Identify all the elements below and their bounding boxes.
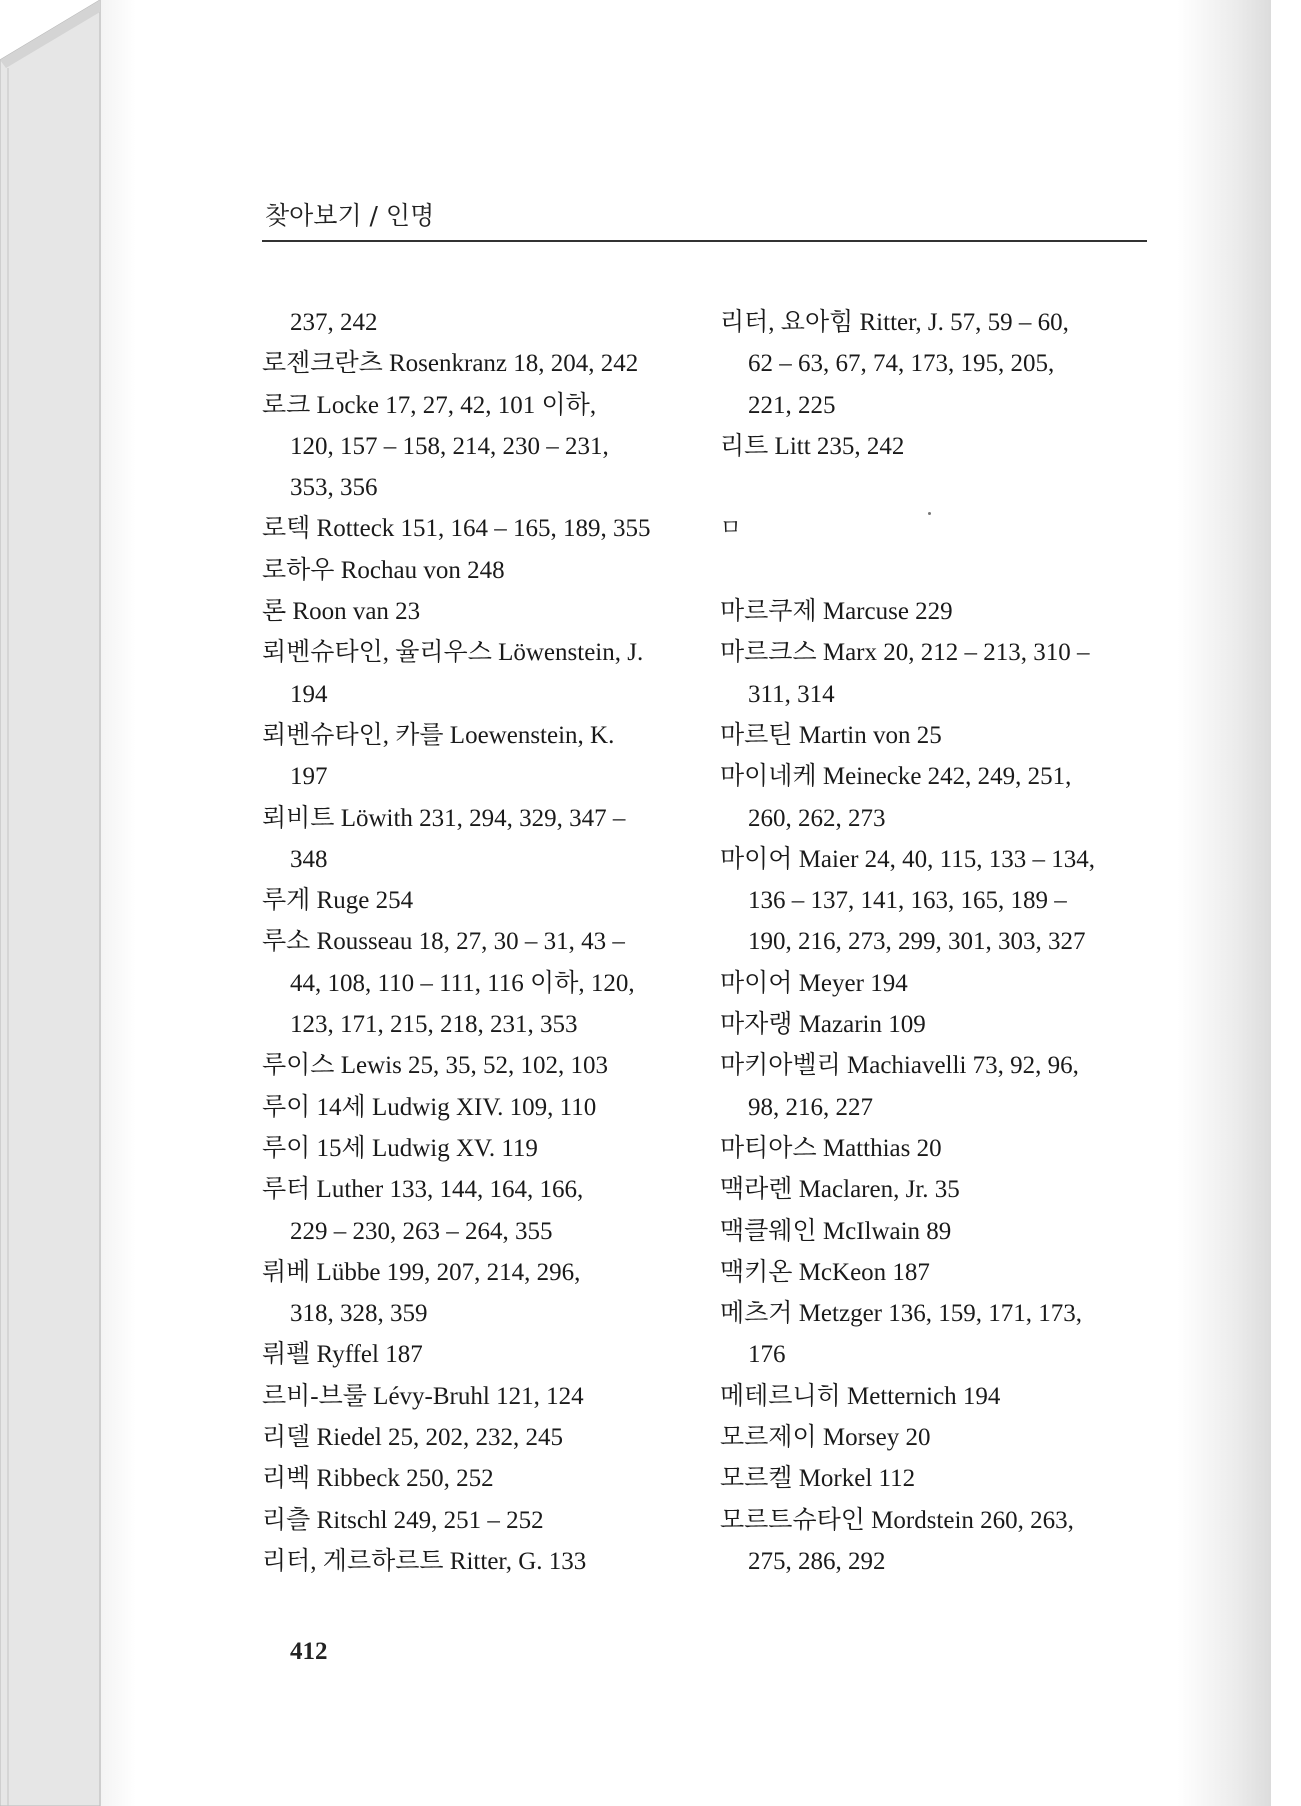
index-entry-line: 마티아스 Matthias 20 [720, 1134, 942, 1162]
index-entry-line: 마자랭 Mazarin 109 [720, 1011, 926, 1039]
index-entry-continuation: 275, 286, 292 [748, 1547, 886, 1575]
index-entry [262, 1128, 682, 1169]
index-entry-continuation: 229 – 230, 263 – 264, 355 [290, 1217, 553, 1245]
index-entry [262, 1252, 682, 1335]
index-entry [262, 1541, 682, 1582]
index-entry-continuation: 120, 157 – 158, 214, 230 – 231, [290, 432, 609, 460]
index-entry-continuation: 136 – 137, 141, 163, 165, 189 – [748, 887, 1067, 915]
index-entry [720, 1169, 1140, 1210]
index-entry [720, 302, 1140, 426]
index-entry-continuation: 123, 171, 215, 218, 231, 353 [290, 1011, 578, 1039]
index-entry [720, 1500, 1140, 1583]
index-entry-line: 마키아벨리 Machiavelli 73, 92, 96, [720, 1052, 1079, 1080]
index-entry [720, 1458, 1140, 1499]
index-entry-line: 마르크스 Marx 20, 212 – 213, 310 – [720, 639, 1090, 667]
index-entry [262, 1458, 682, 1499]
index-entry-line: 리터, 게르하르트 Ritter, G. 133 [262, 1547, 587, 1575]
index-entry-line: 모르제이 Morsey 20 [720, 1424, 931, 1452]
index-entry-continuation: 348 [290, 845, 328, 873]
index-entry-line: 리트 Litt 235, 242 [720, 432, 905, 460]
index-entry [262, 1500, 682, 1541]
page-header-title: 찾아보기 / 인명 [265, 201, 435, 230]
index-entry-line: 루소 Rousseau 18, 27, 30 – 31, 43 – [262, 928, 625, 956]
index-entry [262, 632, 682, 715]
index-entry [262, 921, 682, 1045]
index-entry-line: 마르틴 Martin von 25 [720, 721, 942, 749]
index-entry-line: 마이어 Maier 24, 40, 115, 133 – 134, [720, 845, 1095, 873]
index-entry-line: 맥클웨인 McIlwain 89 [720, 1217, 952, 1245]
index-entry-line: 메츠거 Metzger 136, 159, 171, 173, [720, 1300, 1082, 1328]
index-entry-line: 모르트슈타인 Mordstein 260, 263, [720, 1506, 1074, 1534]
index-entry-continuation: 176 [748, 1341, 786, 1369]
index-entry [720, 1417, 1140, 1458]
index-entry [262, 880, 682, 921]
index-entry-line: 메테르니히 Metternich 194 [720, 1382, 1001, 1410]
section-letter-heading: ㅁ [720, 516, 742, 542]
index-entry-line: 루이스 Lewis 25, 35, 52, 102, 103 [262, 1052, 609, 1080]
index-entry [720, 1045, 1140, 1128]
speck-mark [928, 512, 931, 515]
index-entry-line: 리츨 Ritschl 249, 251 – 252 [262, 1506, 544, 1534]
index-entry-line: 뢰비트 Löwith 231, 294, 329, 347 – [262, 804, 626, 832]
index-entry-continuation: 197 [290, 763, 328, 791]
index-entry-line: 237, 242 [290, 309, 378, 336]
index-entry [262, 550, 682, 591]
index-entry [720, 756, 1140, 839]
index-entry-line: 로젠크란츠 Rosenkranz 18, 204, 242 [262, 350, 639, 378]
index-entry-line: 리터, 요아힘 Ritter, J. 57, 59 – 60, [720, 309, 1069, 336]
index-entry-continuation: 260, 262, 273 [748, 804, 886, 832]
index-entry-line: 루이 15세 Ludwig XV. 119 [262, 1134, 538, 1162]
index-column-right [720, 302, 1140, 1582]
index-entry [720, 715, 1140, 756]
index-entry-line: 르비-브룰 Lévy-Bruhl 121, 124 [262, 1382, 584, 1410]
index-entry [262, 1045, 682, 1086]
index-entry [720, 632, 1140, 715]
index-entry-continuation: 194 [290, 680, 328, 708]
index-entry-continuation: 62 – 63, 67, 74, 173, 195, 205, [748, 350, 1055, 378]
index-entry [262, 508, 682, 549]
index-entry [720, 426, 1140, 467]
index-entry-line: 모르켈 Morkel 112 [720, 1465, 916, 1493]
index-entry [720, 839, 1140, 963]
index-entry-line: 로하우 Rochau von 248 [262, 556, 505, 584]
index-entry [262, 1169, 682, 1252]
index-entry [720, 1293, 1140, 1376]
index-entry [262, 1087, 682, 1128]
index-entry-line: 로텍 Rotteck 151, 164 – 165, 189, 355 [262, 515, 651, 543]
index-entry [262, 1334, 682, 1375]
index-entry-continuation: 318, 328, 359 [290, 1300, 428, 1328]
index-entry [262, 798, 682, 881]
index-entry-line: 뤼펠 Ryffel 187 [262, 1341, 423, 1369]
index-entry-line: 루게 Ruge 254 [262, 887, 414, 915]
index-entry-line: 뢰벤슈타인, 카를 Loewenstein, K. [262, 721, 615, 749]
index-entry [262, 715, 682, 798]
index-entry [262, 1376, 682, 1417]
index-entry [720, 591, 1140, 632]
index-entry-line: 론 Roon van 23 [262, 598, 421, 626]
index-column-left [262, 302, 682, 1582]
index-entry-line: 마이네케 Meinecke 242, 249, 251, [720, 763, 1072, 791]
index-entry [720, 1128, 1140, 1169]
index-entry-continuation: 44, 108, 110 – 111, 116 이하, 120, [290, 969, 635, 997]
index-entry-line: 마이어 Meyer 194 [720, 969, 908, 997]
index-entry-line: 루터 Luther 133, 144, 164, 166, [262, 1176, 584, 1204]
header-rule [262, 240, 1147, 242]
index-entry-line: 맥라렌 Maclaren, Jr. 35 [720, 1176, 960, 1204]
index-entry-continuation: 98, 216, 227 [748, 1093, 873, 1121]
index-entry-continuation: 353, 356 [290, 474, 378, 502]
index-entry [720, 1252, 1140, 1293]
index-entry-continuation: 190, 216, 273, 299, 301, 303, 327 [748, 928, 1086, 956]
index-entry [262, 385, 682, 509]
index-entry [262, 343, 682, 384]
index-entry-line: 마르쿠제 Marcuse 229 [720, 598, 953, 626]
index-entry-continuation: 311, 314 [748, 680, 835, 708]
index-entry [720, 1376, 1140, 1417]
index-entry-line: 루이 14세 Ludwig XIV. 109, 110 [262, 1093, 597, 1121]
index-entry-line: 뤼베 Lübbe 199, 207, 214, 296, [262, 1258, 581, 1286]
page-number: 412 [290, 1638, 328, 1665]
index-entry-continuation: 221, 225 [748, 391, 836, 419]
index-entry [262, 1417, 682, 1458]
index-entry [720, 1004, 1140, 1045]
index-entry [720, 963, 1140, 1004]
index-entry [262, 591, 682, 632]
index-entry [720, 1211, 1140, 1252]
index-entry-line: 리델 Riedel 25, 202, 232, 245 [262, 1424, 564, 1452]
index-entry-line: 로크 Locke 17, 27, 42, 101 이하, [262, 391, 597, 419]
index-entry [262, 302, 682, 343]
index-entry-line: 뢰벤슈타인, 율리우스 Löwenstein, J. [262, 639, 644, 667]
index-entry-line: 리벡 Ribbeck 250, 252 [262, 1465, 494, 1493]
index-entry-line: 맥키온 McKeon 187 [720, 1258, 930, 1286]
